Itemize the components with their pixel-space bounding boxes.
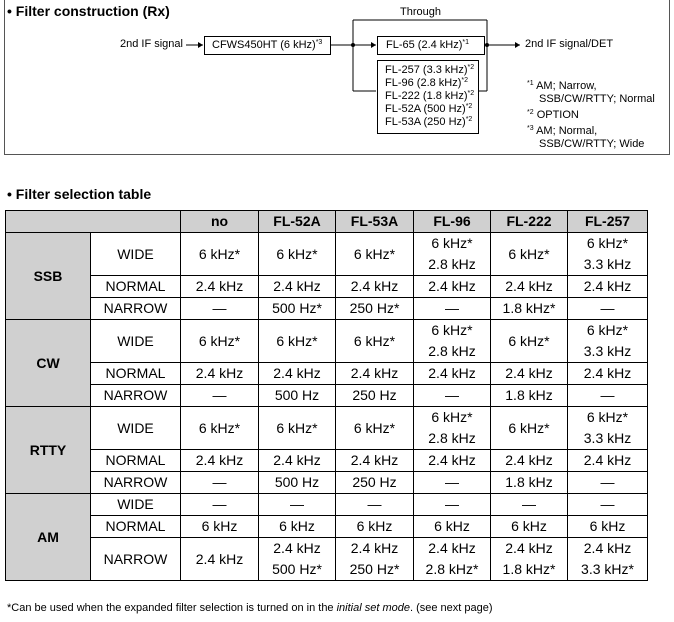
table-row xyxy=(6,494,648,516)
submode-cell: NORMAL xyxy=(91,450,181,472)
value-line: 6 kHz xyxy=(279,518,315,534)
value-cell xyxy=(491,298,568,320)
submode-cell: NARROW xyxy=(91,385,181,407)
table-row xyxy=(6,233,648,276)
value-line: 3.3 kHz* xyxy=(581,561,634,577)
table-row xyxy=(6,363,648,385)
value-line: 6 kHz* xyxy=(508,245,550,262)
header-cell: FL-52A xyxy=(259,211,336,233)
cfws-label: CFWS450HT (6 kHz) xyxy=(212,39,316,51)
value-line: 6 kHz* xyxy=(198,245,241,262)
value-line: — xyxy=(445,300,459,316)
header-blank xyxy=(6,211,181,233)
value-cell xyxy=(181,276,259,298)
filter-selection-table xyxy=(5,210,648,581)
value-cell xyxy=(491,363,568,385)
submode-cell: NARROW xyxy=(91,472,181,494)
value-cell xyxy=(491,516,568,538)
value-cell xyxy=(181,472,259,494)
value-cell xyxy=(491,385,568,407)
table-row xyxy=(6,538,648,581)
option-filter-fl96: FL-96 (2.8 kHz)$^{*2}$ xyxy=(385,77,469,89)
value-line: 6 kHz xyxy=(511,518,547,534)
value-cell xyxy=(414,450,491,472)
value-cell xyxy=(414,276,491,298)
value-cell xyxy=(414,516,491,538)
value-line: — xyxy=(445,474,459,490)
value-cell xyxy=(568,450,648,472)
value-line: 6 kHz* xyxy=(508,419,550,436)
selection-title: • Filter selection table xyxy=(7,186,152,202)
value-cell xyxy=(259,298,336,320)
value-line: 1.8 kHz xyxy=(505,387,553,403)
value-line: 2.4 kHz xyxy=(195,550,244,567)
value-line: 2.4 kHz xyxy=(583,540,632,556)
value-line: 500 Hz* xyxy=(272,300,322,316)
value-cell xyxy=(568,385,648,407)
value-line: 6 kHz* xyxy=(431,322,473,338)
footnote: *Can be used when the expanded filter selection is turned on in the initial set mode. (see next page) xyxy=(7,602,493,614)
submode-cell: WIDE xyxy=(91,320,181,363)
value-cell xyxy=(414,233,491,276)
value-line: — xyxy=(445,496,459,512)
value-line: 6 kHz* xyxy=(276,245,318,262)
value-cell xyxy=(336,538,414,581)
header-cell: FL-53A xyxy=(336,211,414,233)
value-cell xyxy=(259,276,336,298)
value-line: 6 kHz* xyxy=(508,332,550,349)
table-row xyxy=(6,298,648,320)
value-line: 6 kHz xyxy=(201,518,238,534)
value-cell xyxy=(491,538,568,581)
value-cell xyxy=(259,494,336,516)
value-line: 6 kHz* xyxy=(431,235,473,251)
value-line: 2.8 kHz xyxy=(428,256,476,272)
value-line: 2.8 kHz xyxy=(428,430,476,446)
value-cell xyxy=(259,516,336,538)
value-line: — xyxy=(600,496,615,512)
value-cell xyxy=(491,472,568,494)
mode-cell: SSB xyxy=(6,233,91,320)
value-cell xyxy=(491,494,568,516)
value-line: 2.4 kHz xyxy=(350,278,399,294)
value-cell xyxy=(336,450,414,472)
value-cell xyxy=(491,276,568,298)
value-line: 6 kHz* xyxy=(276,332,318,349)
mode-cell: CW xyxy=(6,320,91,407)
value-cell xyxy=(568,233,648,276)
value-line: — xyxy=(522,496,536,512)
value-line: 6 kHz* xyxy=(586,409,629,425)
value-line: 6 kHz* xyxy=(353,332,396,349)
value-cell xyxy=(259,363,336,385)
value-cell xyxy=(568,298,648,320)
value-line: 2.4 kHz xyxy=(583,365,632,381)
value-line: — xyxy=(212,474,227,490)
value-cell xyxy=(336,494,414,516)
value-line: 250 Hz xyxy=(352,474,397,490)
table-row xyxy=(6,450,648,472)
submode-cell: WIDE xyxy=(91,407,181,450)
value-line: 6 kHz* xyxy=(198,419,241,436)
table-row xyxy=(6,276,648,298)
submode-cell: WIDE xyxy=(91,494,181,516)
submode-cell: NORMAL xyxy=(91,276,181,298)
value-line: — xyxy=(212,300,227,316)
value-line: 2.4 kHz xyxy=(273,365,321,381)
value-line: 2.4 kHz xyxy=(428,278,476,294)
value-cell xyxy=(181,494,259,516)
value-cell xyxy=(568,363,648,385)
value-line: 2.4 kHz xyxy=(350,452,399,468)
value-cell xyxy=(259,233,336,276)
value-line: 3.3 kHz xyxy=(583,256,632,272)
value-line: 2.8 kHz* xyxy=(425,561,479,577)
value-line: 2.4 kHz xyxy=(428,452,476,468)
value-line: 6 kHz* xyxy=(276,419,318,436)
fl65-filter-box xyxy=(377,36,485,55)
value-cell xyxy=(181,320,259,363)
submode-cell: NARROW xyxy=(91,538,181,581)
value-line: 2.4 kHz xyxy=(195,278,244,294)
value-line: 2.8 kHz xyxy=(428,343,476,359)
value-line: 500 Hz* xyxy=(272,561,322,577)
value-line: 500 Hz xyxy=(274,387,320,403)
submode-cell: NORMAL xyxy=(91,363,181,385)
value-line: 6 kHz* xyxy=(353,245,396,262)
header-cell: no xyxy=(181,211,259,233)
value-cell xyxy=(259,320,336,363)
value-line: — xyxy=(445,387,459,403)
value-cell xyxy=(414,407,491,450)
value-cell xyxy=(181,407,259,450)
value-line: — xyxy=(212,496,227,512)
table-row xyxy=(6,407,648,450)
option-filter-fl52a: FL-52A (500 Hz)$^{*2}$ xyxy=(385,103,473,115)
cfws-filter-box xyxy=(204,36,331,55)
submode-cell: WIDE xyxy=(91,233,181,276)
value-cell xyxy=(259,538,336,581)
value-line: 6 kHz* xyxy=(198,332,241,349)
value-cell xyxy=(568,472,648,494)
value-cell xyxy=(414,320,491,363)
value-line: 6 kHz xyxy=(434,518,470,534)
option-filter-fl257: FL-257 (3.3 kHz)$^{*2}$ xyxy=(385,64,475,76)
value-line: 2.4 kHz xyxy=(350,365,399,381)
submode-cell: NARROW xyxy=(91,298,181,320)
value-cell xyxy=(336,363,414,385)
value-line: — xyxy=(290,496,304,512)
value-cell xyxy=(336,407,414,450)
mode-cell: AM xyxy=(6,494,91,581)
value-cell xyxy=(336,472,414,494)
value-line: 2.4 kHz xyxy=(195,452,244,468)
value-cell xyxy=(414,298,491,320)
mode-cell: RTTY xyxy=(6,407,91,494)
value-line: 2.4 kHz xyxy=(583,278,632,294)
value-line: — xyxy=(600,300,615,316)
value-cell xyxy=(491,233,568,276)
value-line: 500 Hz xyxy=(274,474,320,490)
value-line: — xyxy=(212,387,227,403)
table-header-row xyxy=(6,211,648,233)
table-row xyxy=(6,385,648,407)
value-cell xyxy=(568,516,648,538)
value-line: 2.4 kHz xyxy=(350,540,399,556)
value-line: 2.4 kHz xyxy=(273,278,321,294)
value-line: 1.8 kHz xyxy=(505,474,553,490)
value-cell xyxy=(181,233,259,276)
value-cell xyxy=(181,363,259,385)
value-cell xyxy=(414,363,491,385)
header-cell: FL-96 xyxy=(414,211,491,233)
option-filter-fl222: FL-222 (1.8 kHz)$^{*2}$ xyxy=(385,90,475,102)
value-cell xyxy=(414,472,491,494)
value-cell xyxy=(568,320,648,363)
value-line: 2.4 kHz xyxy=(583,452,632,468)
value-line: 6 kHz xyxy=(356,518,393,534)
value-line: 2.4 kHz xyxy=(273,540,321,556)
value-cell xyxy=(336,385,414,407)
value-cell xyxy=(414,494,491,516)
value-line: — xyxy=(600,474,615,490)
value-line: 2.4 kHz xyxy=(505,278,553,294)
value-cell xyxy=(181,385,259,407)
value-cell xyxy=(336,276,414,298)
value-cell xyxy=(259,472,336,494)
value-line: 2.4 kHz xyxy=(428,540,476,556)
value-line: 2.4 kHz xyxy=(428,365,476,381)
fl65-label: FL-65 (2.4 kHz) xyxy=(386,39,463,51)
value-cell xyxy=(181,516,259,538)
value-line: 2.4 kHz xyxy=(195,365,244,381)
option-filter-fl53a: FL-53A (250 Hz)$^{*2}$ xyxy=(385,116,473,128)
value-line: 250 Hz xyxy=(352,387,397,403)
value-cell xyxy=(259,407,336,450)
value-cell xyxy=(181,298,259,320)
value-line: 250 Hz* xyxy=(349,300,400,316)
value-line: — xyxy=(367,496,382,512)
through-label: Through xyxy=(400,6,441,18)
value-cell xyxy=(491,320,568,363)
value-cell xyxy=(259,385,336,407)
value-cell xyxy=(336,516,414,538)
value-line: 2.4 kHz xyxy=(505,452,553,468)
value-cell xyxy=(568,276,648,298)
output-label: 2nd IF signal/DET xyxy=(525,38,614,50)
value-cell xyxy=(181,538,259,581)
value-line: 3.3 kHz xyxy=(583,430,632,446)
value-line: 3.3 kHz xyxy=(583,343,632,359)
value-cell xyxy=(259,450,336,472)
value-cell xyxy=(336,320,414,363)
value-line: — xyxy=(600,387,615,403)
value-cell xyxy=(568,494,648,516)
value-cell xyxy=(568,538,648,581)
value-cell xyxy=(568,407,648,450)
value-cell xyxy=(491,407,568,450)
value-cell xyxy=(181,450,259,472)
option-filters-box xyxy=(377,60,479,134)
value-line: 6 kHz* xyxy=(586,322,629,338)
value-line: 6 kHz* xyxy=(586,235,629,251)
table-row xyxy=(6,472,648,494)
value-line: 6 kHz xyxy=(589,518,626,534)
value-cell xyxy=(414,385,491,407)
construction-notes: $^{*1}$ AM; Narrow, SSB/CW/RTTY; Normal $^{*2}$ OPTION $^{*3}$ AM; Normal, SSB/CW/RTTY; Wide xyxy=(527,80,655,150)
value-line: 2.4 kHz xyxy=(505,540,553,556)
submode-cell: NORMAL xyxy=(91,516,181,538)
cfws-mark: *3 xyxy=(315,39,323,46)
value-line: 250 Hz* xyxy=(349,561,400,577)
input-arrow-head xyxy=(198,42,203,48)
value-line: 1.8 kHz* xyxy=(502,561,556,577)
table-row xyxy=(6,516,648,538)
input-label: 2nd IF signal xyxy=(120,38,183,50)
value-line: 2.4 kHz xyxy=(505,365,553,381)
fl65-mark: *1 xyxy=(462,39,470,46)
value-cell xyxy=(414,538,491,581)
value-cell xyxy=(336,233,414,276)
value-cell xyxy=(336,298,414,320)
value-cell xyxy=(491,450,568,472)
header-cell: FL-222 xyxy=(491,211,568,233)
value-line: 2.4 kHz xyxy=(273,452,321,468)
construction-title: • Filter construction (Rx) xyxy=(7,3,170,19)
value-line: 1.8 kHz* xyxy=(502,300,556,316)
header-cell: FL-257 xyxy=(568,211,648,233)
table-row xyxy=(6,320,648,363)
value-line: 6 kHz* xyxy=(431,409,473,425)
value-line: 6 kHz* xyxy=(353,419,396,436)
